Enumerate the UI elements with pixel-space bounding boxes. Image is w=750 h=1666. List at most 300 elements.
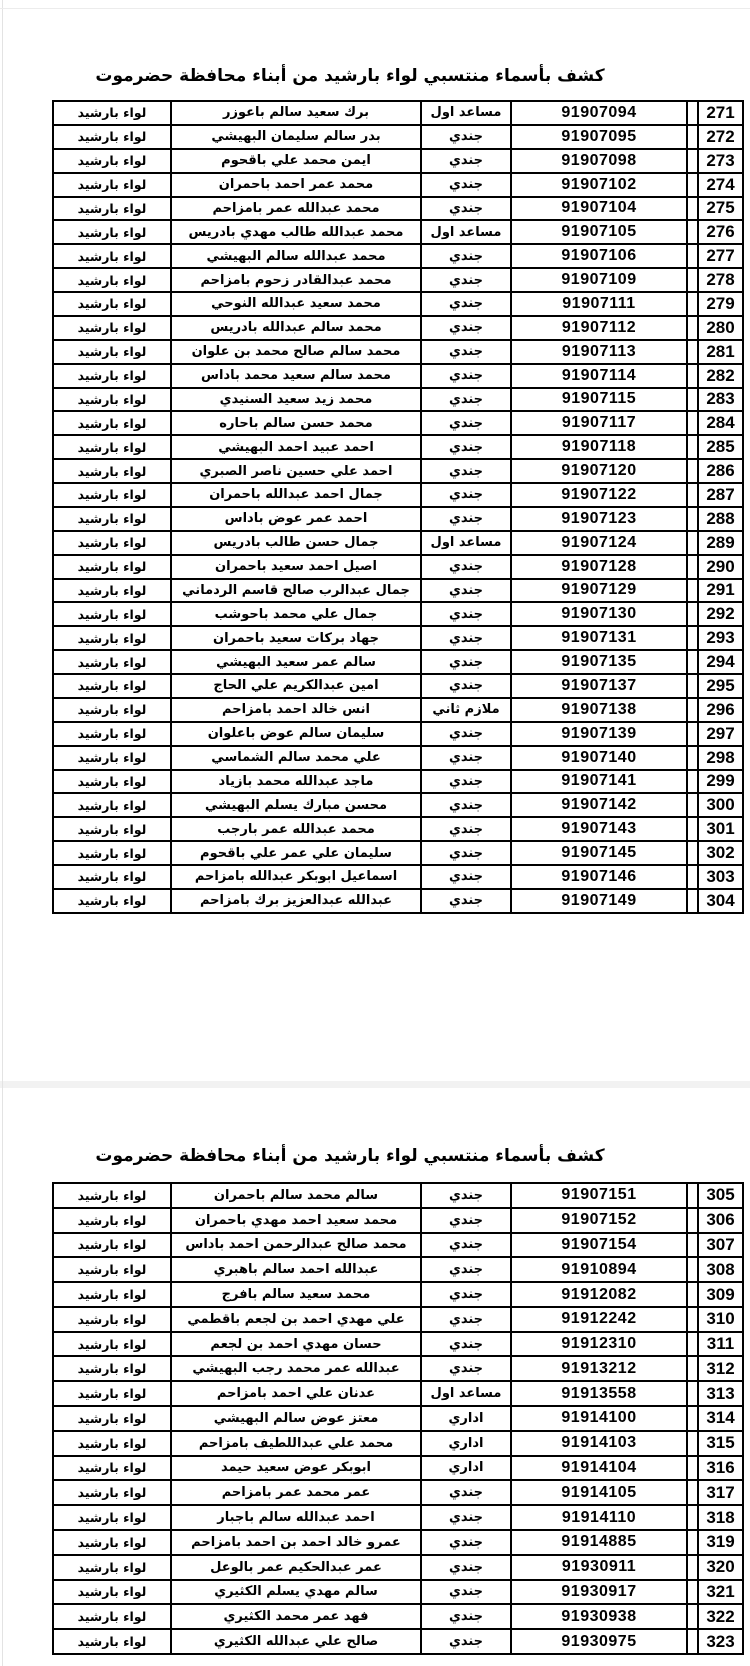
cell-military-id: 91907139 [511, 722, 687, 746]
table-row [53, 1530, 743, 1555]
cell-gap-spacer [687, 1307, 698, 1332]
cell-name: سليمان سالم عوض باعلوان [171, 722, 421, 746]
cell-name: سالم محمد سالم باحمران [171, 1183, 421, 1208]
table-row [53, 149, 743, 173]
table-row [53, 435, 743, 459]
table-row [53, 220, 743, 244]
cell-unit: لواء بارشيد [53, 1356, 171, 1381]
cell-gap-spacer [687, 1356, 698, 1381]
cell-rank: جندي [421, 125, 511, 149]
cell-gap-spacer [687, 1233, 698, 1258]
table-row [53, 268, 743, 292]
cell-rank: اداري [421, 1431, 511, 1456]
cell-gap-spacer [687, 411, 698, 435]
cell-unit: لواء بارشيد [53, 125, 171, 149]
cell-serial-number: 306 [698, 1208, 743, 1233]
cell-serial-number: 296 [698, 698, 743, 722]
cell-name: عبدالله عمر محمد رجب البهيشي [171, 1356, 421, 1381]
cell-unit: لواء بارشيد [53, 101, 171, 125]
cell-gap-spacer [687, 483, 698, 507]
cell-military-id: 91907123 [511, 507, 687, 531]
cell-name: محمد عبدالله عمر بارجب [171, 817, 421, 841]
cell-rank: جندي [421, 1629, 511, 1654]
cell-gap-spacer [687, 865, 698, 889]
cell-unit: لواء بارشيد [53, 817, 171, 841]
cell-unit: لواء بارشيد [53, 1233, 171, 1258]
cell-serial-number: 305 [698, 1183, 743, 1208]
table-row [53, 459, 743, 483]
cell-name: محمد عبدالله سالم البهيشي [171, 244, 421, 268]
table-row [53, 1257, 743, 1282]
cell-unit: لواء بارشيد [53, 1505, 171, 1530]
cell-unit: لواء بارشيد [53, 388, 171, 412]
cell-name: محمد سالم صالح محمد بن علوان [171, 340, 421, 364]
cell-rank: جندي [421, 435, 511, 459]
cell-rank: ملازم ثاني [421, 698, 511, 722]
cell-military-id: 91907135 [511, 650, 687, 674]
cell-military-id: 91907102 [511, 173, 687, 197]
cell-unit: لواء بارشيد [53, 1307, 171, 1332]
cell-rank: جندي [421, 1233, 511, 1258]
cell-serial-number: 275 [698, 197, 743, 221]
cell-rank: جندي [421, 1282, 511, 1307]
cell-military-id: 91914885 [511, 1530, 687, 1555]
cell-name: احمد عبدالله سالم باجبار [171, 1505, 421, 1530]
cell-unit: لواء بارشيد [53, 1530, 171, 1555]
cell-serial-number: 289 [698, 531, 743, 555]
cell-gap-spacer [687, 650, 698, 674]
page-edge-line-left [2, 0, 3, 1666]
cell-serial-number: 315 [698, 1431, 743, 1456]
cell-gap-spacer [687, 555, 698, 579]
cell-unit: لواء بارشيد [53, 770, 171, 794]
cell-serial-number: 316 [698, 1456, 743, 1481]
cell-rank: جندي [421, 1208, 511, 1233]
cell-name: محمد صالح عبدالرحمن احمد باداس [171, 1233, 421, 1258]
cell-unit: لواء بارشيد [53, 1580, 171, 1605]
cell-military-id: 91907154 [511, 1233, 687, 1258]
cell-unit: لواء بارشيد [53, 555, 171, 579]
cell-name: محمد زيد سعيد السنيدي [171, 388, 421, 412]
cell-serial-number: 308 [698, 1257, 743, 1282]
table-row [53, 650, 743, 674]
cell-unit: لواء بارشيد [53, 149, 171, 173]
cell-military-id: 91907111 [511, 292, 687, 316]
cell-unit: لواء بارشيد [53, 722, 171, 746]
cell-military-id: 91930975 [511, 1629, 687, 1654]
cell-name: معتز عوض سالم البهيشي [171, 1406, 421, 1431]
cell-serial-number: 320 [698, 1555, 743, 1580]
cell-serial-number: 295 [698, 674, 743, 698]
cell-unit: لواء بارشيد [53, 674, 171, 698]
cell-rank: جندي [421, 1480, 511, 1505]
table-row [53, 793, 743, 817]
cell-serial-number: 271 [698, 101, 743, 125]
cell-serial-number: 294 [698, 650, 743, 674]
cell-rank: جندي [421, 722, 511, 746]
cell-gap-spacer [687, 292, 698, 316]
cell-gap-spacer [687, 1183, 698, 1208]
cell-military-id: 91907113 [511, 340, 687, 364]
cell-serial-number: 310 [698, 1307, 743, 1332]
table-row [53, 173, 743, 197]
cell-rank: جندي [421, 650, 511, 674]
cell-military-id: 91930911 [511, 1555, 687, 1580]
cell-unit: لواء بارشيد [53, 1604, 171, 1629]
table-row [53, 770, 743, 794]
cell-military-id: 91907140 [511, 746, 687, 770]
cell-military-id: 91907130 [511, 602, 687, 626]
cell-name: جمال حسن طالب بادريس [171, 531, 421, 555]
cell-military-id: 91907122 [511, 483, 687, 507]
cell-serial-number: 309 [698, 1282, 743, 1307]
cell-gap-spacer [687, 1406, 698, 1431]
cell-unit: لواء بارشيد [53, 746, 171, 770]
cell-unit: لواء بارشيد [53, 1208, 171, 1233]
page-2 [0, 1088, 750, 1666]
cell-rank: جندي [421, 1257, 511, 1282]
page-break [0, 1081, 750, 1088]
cell-gap-spacer [687, 1580, 698, 1605]
table-row [53, 507, 743, 531]
cell-name: عمر محمد عمر بامزاحم [171, 1480, 421, 1505]
cell-rank: جندي [421, 1183, 511, 1208]
cell-gap-spacer [687, 722, 698, 746]
cell-name: محمد سعيد سالم بافرج [171, 1282, 421, 1307]
cell-gap-spacer [687, 1629, 698, 1654]
cell-gap-spacer [687, 1530, 698, 1555]
cell-gap-spacer [687, 459, 698, 483]
table-row [53, 244, 743, 268]
cell-military-id: 91907094 [511, 101, 687, 125]
cell-serial-number: 314 [698, 1406, 743, 1431]
cell-gap-spacer [687, 770, 698, 794]
cell-rank: جندي [421, 411, 511, 435]
cell-unit: لواء بارشيد [53, 292, 171, 316]
table-row [53, 579, 743, 603]
cell-gap-spacer [687, 698, 698, 722]
cell-gap-spacer [687, 1257, 698, 1282]
cell-serial-number: 299 [698, 770, 743, 794]
cell-name: جهاد بركات سعيد باحمران [171, 626, 421, 650]
cell-serial-number: 274 [698, 173, 743, 197]
cell-name: محمد عبدالقادر زحوم بامزاحم [171, 268, 421, 292]
table-row [53, 1208, 743, 1233]
cell-serial-number: 290 [698, 555, 743, 579]
cell-military-id: 91914105 [511, 1480, 687, 1505]
cell-military-id: 91907095 [511, 125, 687, 149]
cell-unit: لواء بارشيد [53, 1257, 171, 1282]
cell-gap-spacer [687, 1381, 698, 1406]
cell-unit: لواء بارشيد [53, 173, 171, 197]
table-row [53, 1480, 743, 1505]
cell-serial-number: 273 [698, 149, 743, 173]
cell-military-id: 91907104 [511, 197, 687, 221]
cell-serial-number: 323 [698, 1629, 743, 1654]
table-row [53, 1505, 743, 1530]
cell-name: ماجد عبدالله محمد بازياد [171, 770, 421, 794]
table-row [53, 1580, 743, 1605]
cell-gap-spacer [687, 268, 698, 292]
cell-rank: جندي [421, 817, 511, 841]
roster-table-1 [52, 100, 744, 914]
cell-rank: جندي [421, 1307, 511, 1332]
cell-military-id: 91907152 [511, 1208, 687, 1233]
cell-serial-number: 313 [698, 1381, 743, 1406]
cell-rank: جندي [421, 507, 511, 531]
cell-rank: مساعد اول [421, 220, 511, 244]
cell-military-id: 91907131 [511, 626, 687, 650]
cell-rank: جندي [421, 555, 511, 579]
cell-rank: جندي [421, 746, 511, 770]
cell-military-id: 91914100 [511, 1406, 687, 1431]
cell-rank: جندي [421, 793, 511, 817]
table-row [53, 101, 743, 125]
table-row [53, 889, 743, 913]
cell-rank: جندي [421, 173, 511, 197]
cell-unit: لواء بارشيد [53, 1183, 171, 1208]
document-title-page-2: كشف بأسماء منتسبي لواء بارشيد من أبناء محافظة حضرموت [95, 1146, 605, 1166]
cell-unit: لواء بارشيد [53, 1282, 171, 1307]
cell-military-id: 91913212 [511, 1356, 687, 1381]
cell-military-id: 91907117 [511, 411, 687, 435]
table-row [53, 1381, 743, 1406]
table-row [53, 388, 743, 412]
cell-rank: جندي [421, 1356, 511, 1381]
cell-name: حسان مهدي احمد بن لجعم [171, 1332, 421, 1357]
cell-name: محمد حسن سالم باحاره [171, 411, 421, 435]
cell-serial-number: 301 [698, 817, 743, 841]
cell-unit: لواء بارشيد [53, 1381, 171, 1406]
cell-gap-spacer [687, 602, 698, 626]
cell-military-id: 91914104 [511, 1456, 687, 1481]
cell-unit: لواء بارشيد [53, 650, 171, 674]
cell-gap-spacer [687, 841, 698, 865]
cell-gap-spacer [687, 316, 698, 340]
cell-military-id: 91912310 [511, 1332, 687, 1357]
cell-rank: جندي [421, 865, 511, 889]
cell-military-id: 91907105 [511, 220, 687, 244]
cell-military-id: 91907146 [511, 865, 687, 889]
cell-gap-spacer [687, 220, 698, 244]
table-row [53, 1456, 743, 1481]
table-row [53, 411, 743, 435]
cell-military-id: 91912082 [511, 1282, 687, 1307]
cell-gap-spacer [687, 579, 698, 603]
cell-military-id: 91910894 [511, 1257, 687, 1282]
cell-name: امين عبدالكريم علي الحاج [171, 674, 421, 698]
cell-rank: اداري [421, 1456, 511, 1481]
cell-serial-number: 281 [698, 340, 743, 364]
cell-gap-spacer [687, 125, 698, 149]
cell-unit: لواء بارشيد [53, 865, 171, 889]
cell-serial-number: 293 [698, 626, 743, 650]
cell-name: سالم عمر سعيد البهيشي [171, 650, 421, 674]
cell-serial-number: 283 [698, 388, 743, 412]
cell-serial-number: 319 [698, 1530, 743, 1555]
cell-serial-number: 292 [698, 602, 743, 626]
table-row [53, 1629, 743, 1654]
cell-name: بدر سالم سليمان البهيشي [171, 125, 421, 149]
cell-name: محمد عبدالله طالب مهدي بادريس [171, 220, 421, 244]
cell-gap-spacer [687, 244, 698, 268]
cell-rank: جندي [421, 1604, 511, 1629]
table-row [53, 1307, 743, 1332]
cell-name: احمد عبيد احمد البهيشي [171, 435, 421, 459]
cell-rank: جندي [421, 459, 511, 483]
cell-unit: لواء بارشيد [53, 1406, 171, 1431]
cell-unit: لواء بارشيد [53, 364, 171, 388]
cell-unit: لواء بارشيد [53, 579, 171, 603]
cell-serial-number: 298 [698, 746, 743, 770]
cell-serial-number: 280 [698, 316, 743, 340]
cell-serial-number: 285 [698, 435, 743, 459]
table-row [53, 626, 743, 650]
table-row [53, 1332, 743, 1357]
cell-name: سالم مهدي يسلم الكثيري [171, 1580, 421, 1605]
cell-gap-spacer [687, 626, 698, 650]
cell-rank: جندي [421, 1555, 511, 1580]
cell-unit: لواء بارشيد [53, 268, 171, 292]
cell-rank: جندي [421, 1580, 511, 1605]
cell-name: محمد علي عبداللطيف بامزاحم [171, 1431, 421, 1456]
cell-rank: جندي [421, 626, 511, 650]
table-row [53, 1604, 743, 1629]
cell-name: ايمن محمد علي باقحوم [171, 149, 421, 173]
cell-gap-spacer [687, 1505, 698, 1530]
cell-gap-spacer [687, 1604, 698, 1629]
cell-rank: جندي [421, 364, 511, 388]
cell-military-id: 91907120 [511, 459, 687, 483]
cell-rank: جندي [421, 674, 511, 698]
table-row [53, 722, 743, 746]
cell-unit: لواء بارشيد [53, 841, 171, 865]
cell-unit: لواء بارشيد [53, 1629, 171, 1654]
cell-name: محمد سعيد احمد مهدي باحمران [171, 1208, 421, 1233]
cell-gap-spacer [687, 1208, 698, 1233]
table-row [53, 125, 743, 149]
cell-unit: لواء بارشيد [53, 316, 171, 340]
cell-military-id: 91914110 [511, 1505, 687, 1530]
cell-name: احمد علي حسين ناصر الصبري [171, 459, 421, 483]
cell-name: محمد سالم عبدالله بادريس [171, 316, 421, 340]
cell-gap-spacer [687, 173, 698, 197]
cell-name: علي مهدي احمد بن لجعم باقطمي [171, 1307, 421, 1332]
cell-serial-number: 286 [698, 459, 743, 483]
cell-rank: جندي [421, 244, 511, 268]
cell-name: صالح علي عبدالله الكثيري [171, 1629, 421, 1654]
table-row [53, 292, 743, 316]
cell-military-id: 91907143 [511, 817, 687, 841]
cell-gap-spacer [687, 388, 698, 412]
cell-name: سليمان علي عمر علي باقحوم [171, 841, 421, 865]
cell-name: اسماعيل ابوبكر عبدالله بامزاحم [171, 865, 421, 889]
cell-name: محمد عبدالله عمر بامزاحم [171, 197, 421, 221]
cell-military-id: 91913558 [511, 1381, 687, 1406]
cell-unit: لواء بارشيد [53, 435, 171, 459]
cell-military-id: 91907138 [511, 698, 687, 722]
cell-rank: مساعد اول [421, 531, 511, 555]
cell-military-id: 91930938 [511, 1604, 687, 1629]
cell-serial-number: 312 [698, 1356, 743, 1381]
cell-military-id: 91907149 [511, 889, 687, 913]
cell-military-id: 91907129 [511, 579, 687, 603]
cell-name: علي محمد سالم الشماسي [171, 746, 421, 770]
cell-serial-number: 297 [698, 722, 743, 746]
cell-unit: لواء بارشيد [53, 626, 171, 650]
cell-military-id: 91907141 [511, 770, 687, 794]
cell-name: عدنان علي احمد بامزاحم [171, 1381, 421, 1406]
cell-name: ابوبكر عوض سعيد حيمد [171, 1456, 421, 1481]
cell-name: عمر عبدالحكيم عمر بالوعل [171, 1555, 421, 1580]
cell-serial-number: 284 [698, 411, 743, 435]
cell-unit: لواء بارشيد [53, 1480, 171, 1505]
cell-unit: لواء بارشيد [53, 340, 171, 364]
cell-gap-spacer [687, 1555, 698, 1580]
cell-serial-number: 287 [698, 483, 743, 507]
cell-rank: جندي [421, 197, 511, 221]
cell-rank: جندي [421, 268, 511, 292]
cell-serial-number: 311 [698, 1332, 743, 1357]
cell-gap-spacer [687, 1282, 698, 1307]
cell-gap-spacer [687, 340, 698, 364]
table-row [53, 841, 743, 865]
cell-unit: لواء بارشيد [53, 889, 171, 913]
roster-table-2-body [53, 1183, 743, 1654]
table-row [53, 364, 743, 388]
cell-military-id: 91907124 [511, 531, 687, 555]
table-row [53, 1406, 743, 1431]
cell-rank: جندي [421, 579, 511, 603]
cell-gap-spacer [687, 1431, 698, 1456]
cell-unit: لواء بارشيد [53, 1332, 171, 1357]
table-row [53, 1233, 743, 1258]
cell-military-id: 91907151 [511, 1183, 687, 1208]
roster-table-1-body [53, 101, 743, 913]
cell-serial-number: 272 [698, 125, 743, 149]
cell-military-id: 91907114 [511, 364, 687, 388]
cell-unit: لواء بارشيد [53, 507, 171, 531]
cell-gap-spacer [687, 197, 698, 221]
table-row [53, 555, 743, 579]
table-row [53, 602, 743, 626]
cell-military-id: 91907142 [511, 793, 687, 817]
cell-unit: لواء بارشيد [53, 244, 171, 268]
cell-serial-number: 278 [698, 268, 743, 292]
table-row [53, 340, 743, 364]
cell-gap-spacer [687, 793, 698, 817]
cell-serial-number: 291 [698, 579, 743, 603]
cell-name: عبدالله احمد سالم باهبري [171, 1257, 421, 1282]
cell-gap-spacer [687, 435, 698, 459]
cell-military-id: 91907128 [511, 555, 687, 579]
cell-serial-number: 279 [698, 292, 743, 316]
cell-gap-spacer [687, 674, 698, 698]
cell-rank: جندي [421, 1332, 511, 1357]
cell-rank: جندي [421, 889, 511, 913]
cell-gap-spacer [687, 1480, 698, 1505]
cell-unit: لواء بارشيد [53, 1431, 171, 1456]
cell-rank: جندي [421, 602, 511, 626]
cell-name: محمد سالم سعيد محمد باداس [171, 364, 421, 388]
cell-unit: لواء بارشيد [53, 1456, 171, 1481]
cell-military-id: 91907115 [511, 388, 687, 412]
cell-rank: جندي [421, 1530, 511, 1555]
cell-serial-number: 317 [698, 1480, 743, 1505]
table-row [53, 531, 743, 555]
cell-military-id: 91907112 [511, 316, 687, 340]
cell-serial-number: 318 [698, 1505, 743, 1530]
